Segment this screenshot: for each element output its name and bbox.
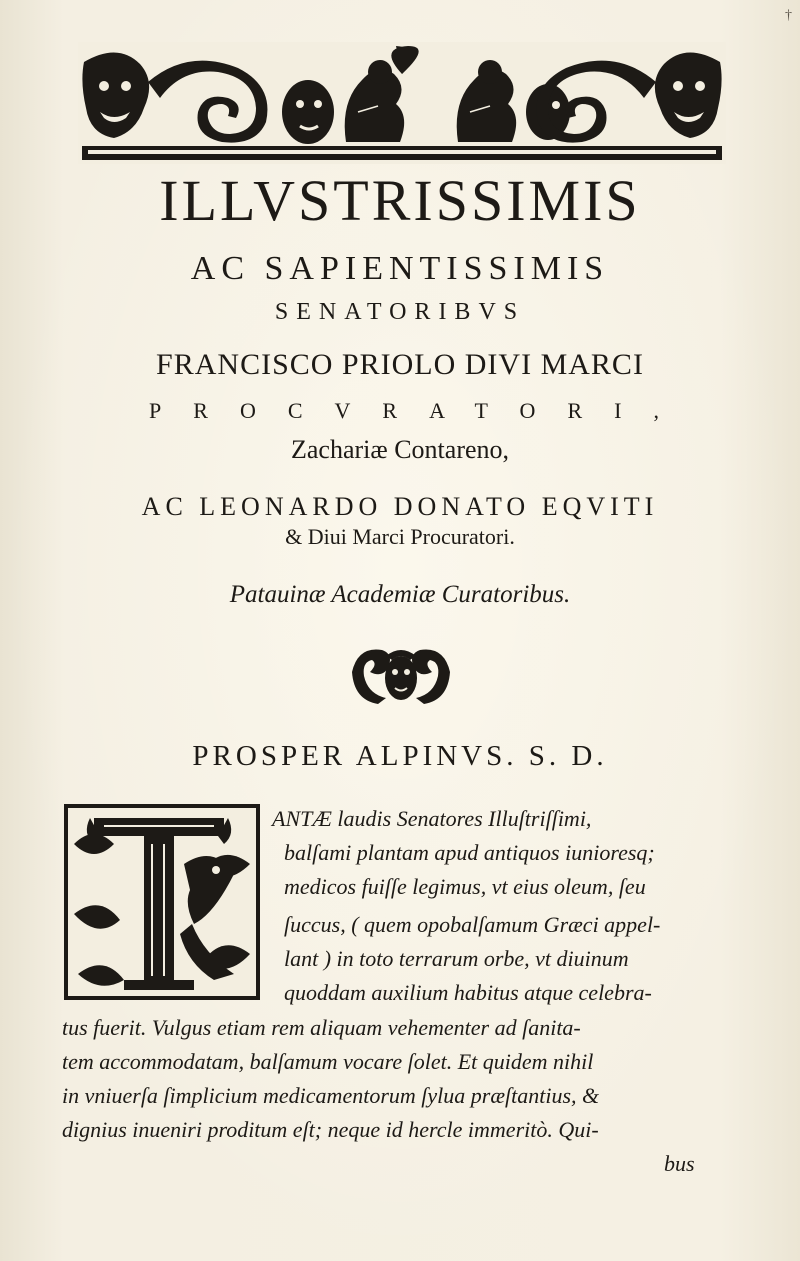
body-line-6: quoddam auxilium habitus atque celebra-	[284, 980, 652, 1005]
heading-line-2: AC SAPIENTISSIMIS	[190, 250, 610, 287]
body-line-2: balſami plantam apud antiquos iunioresq;	[284, 840, 655, 865]
catchword: bus	[664, 1151, 695, 1176]
corner-mark: †	[785, 8, 792, 23]
body-line-7: tus fuerit. Vulgus etiam rem aliquam vehementer ad ſanita-	[62, 1015, 581, 1040]
heading-line-7: AC LEONARDO DONATO EQVITI	[141, 492, 659, 521]
heading-line-9: Patauinæ Academiæ Curatoribus.	[229, 581, 571, 608]
body-line-1: ANTÆ laudis Senatores Illuſtriſſimi,	[272, 806, 592, 831]
heading-line-8: & Diui Marci Procuratori.	[285, 524, 515, 549]
heading-line-1: ILLVSTRISSIMIS	[159, 168, 641, 233]
headpiece-ornament-icon	[78, 42, 726, 164]
heading-line-5: PROCVRATORI,	[149, 398, 691, 423]
fleuron-mask-icon	[348, 642, 454, 710]
body-line-10: dignius inueniri proditum eſt; neque id hercle immeritò. Qui-	[62, 1117, 599, 1142]
decorated-initial-T-icon	[64, 804, 260, 1000]
heading-line-4: FRANCISCO PRIOLO DIVI MARCI	[156, 348, 644, 381]
body-line-9: in vniuerſa ſimplicium medicamentorum ſylua præſtantius, &	[62, 1083, 600, 1108]
heading-line-3: SENATORIBVS	[274, 299, 526, 325]
body-line-4: ſuccus, ( quem opobalſamum Græci appel-	[284, 912, 661, 937]
body-line-5: lant ) in toto terrarum orbe, vt diuinum	[284, 946, 629, 971]
body-line-8: tem accommodatam, balſamum vocare ſolet. Et quidem nihil	[62, 1049, 594, 1074]
heading-line-6: Zachariæ Contareno,	[290, 435, 510, 464]
salutation: PROSPER ALPINVS. S. D.	[192, 740, 608, 772]
body-line-3: medicos fuiſſe legimus, vt eius oleum, ſeu	[284, 874, 646, 899]
